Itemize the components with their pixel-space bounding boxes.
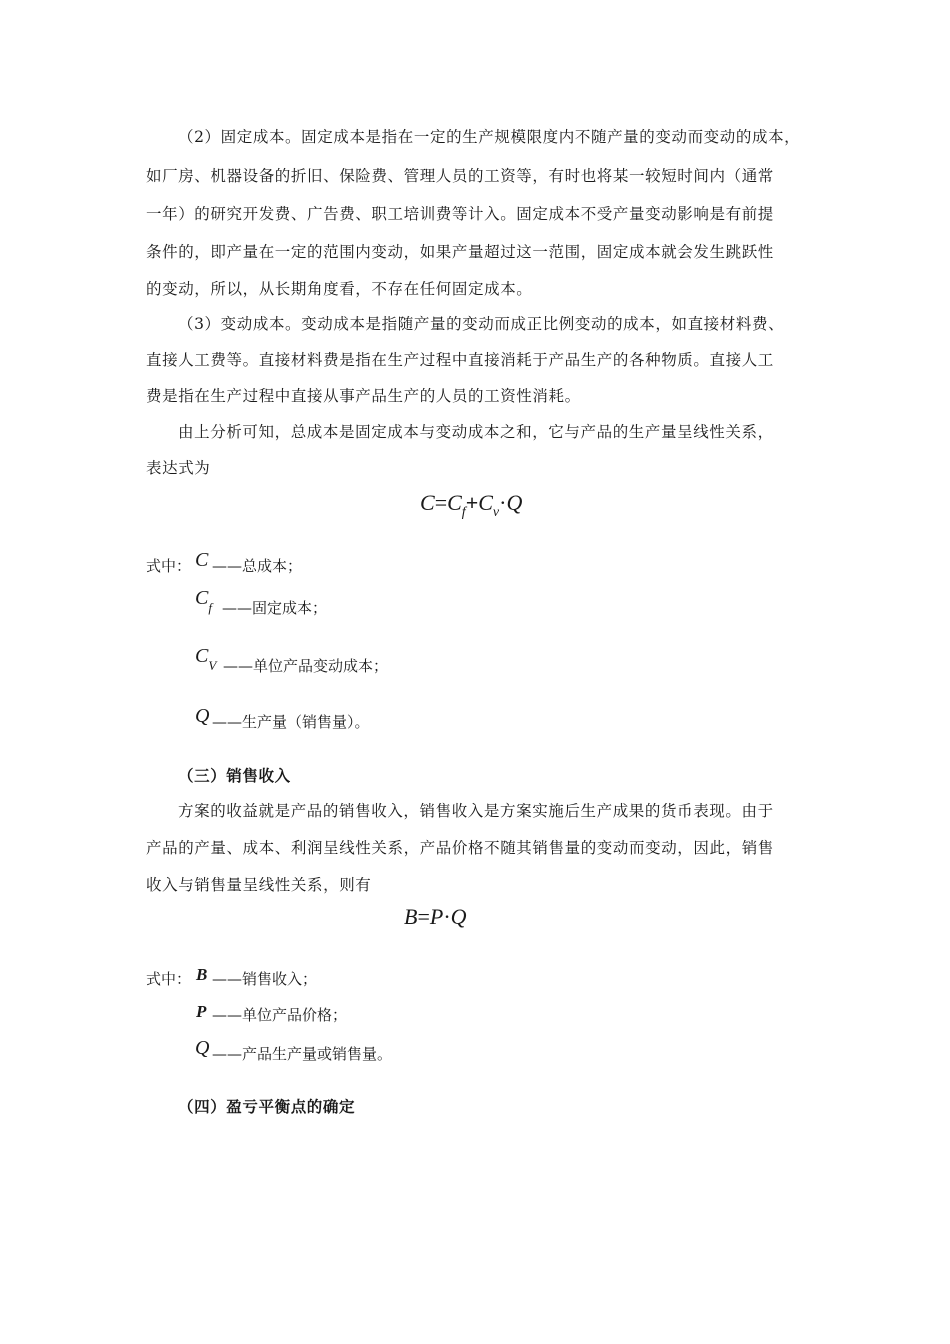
legend-text: ——固定成本； [222,599,328,617]
legend-text: ——销售收入； [212,970,318,988]
total-cost-formula [420,490,522,521]
paragraph-line: 费是指在生产过程中直接从事产品生产的人员的工资性消耗。 [146,387,581,405]
legend-prefix: 式中： [146,970,192,988]
legend-text: ——单位产品变动成本； [223,657,389,675]
paragraph-line: 如厂房、机器设备的折旧、保险费、管理人员的工资等，有时也将某一较短时间内（通常 [146,167,774,185]
formula-operator: · [499,490,507,515]
paragraph-line: 由上分析可知，总成本是固定成本与变动成本之和，它与产品的生产量呈线性关系， [178,423,774,441]
legend-text: ——产品生产量或销售量。 [212,1045,393,1063]
formula-symbol: C [420,490,435,515]
paragraph-line: （3）变动成本。变动成本是指随产量的变动而成正比例变动的成本，如直接材料费、 [178,315,785,333]
formula-operator: = [434,490,448,515]
formula-subscript: f [461,505,466,520]
formula-operator: + [465,490,479,515]
legend-text: ——单位产品价格； [212,1006,348,1024]
legend-prefix: 式中： [146,557,192,575]
section-heading: （三）销售收入 [178,766,291,785]
paragraph-line: 产品的产量、成本、利润呈线性关系，产品价格不随其销售量的变动而变动，因此，销售 [146,839,774,857]
legend-symbol: B [196,965,208,984]
paragraph-line: 一年）的研究开发费、广告费、职工培训费等计入。固定成本不受产量变动影响是有前提 [146,205,774,223]
legend-symbol: P [196,1002,207,1021]
paragraph-line: 方案的收益就是产品的销售收入，销售收入是方案实施后生产成果的货币表现。由于 [178,802,774,820]
legend-text: ——总成本； [212,557,303,575]
legend-symbol: $C_f$ [195,587,212,615]
formula-symbol: P [429,904,444,929]
formula-operator: = [417,904,430,929]
legend-symbol: Q [195,1037,210,1059]
paragraph-line: 收入与销售量呈线性关系，则有 [146,876,372,894]
legend-text: ——生产量（销售量）。 [212,713,370,731]
legend-symbol: $C_V$ [195,645,217,673]
legend-symbol: Q [195,705,210,727]
paragraph-line: 条件的，即产量在一定的范围内变动，如果产量超过这一范围，固定成本就会发生跳跃性 [146,243,774,261]
legend-symbol: C [195,549,209,571]
formula-symbol: C [447,490,462,515]
formula-symbol: B [404,904,418,929]
formula-operator: · [443,904,451,929]
section-heading: （四）盈亏平衡点的确定 [178,1097,356,1116]
paragraph-line: 直接人工费等。直接材料费是指在生产过程中直接消耗于产品生产的各种物质。直接人工 [146,351,774,369]
paragraph-line: （2）固定成本。固定成本是指在一定的生产规模限度内不随产量的变动而变动的成本， [178,128,801,146]
formula-symbol: C [478,490,493,515]
paragraph-line: 的变动，所以，从长期角度看，不存在任何固定成本。 [146,280,533,298]
formula-symbol: Q [506,490,523,515]
formula-symbol: Q [450,904,467,929]
paragraph-line: 表达式为 [146,459,211,477]
formula-subscript: v [492,505,500,520]
sales-revenue-formula [404,904,467,930]
